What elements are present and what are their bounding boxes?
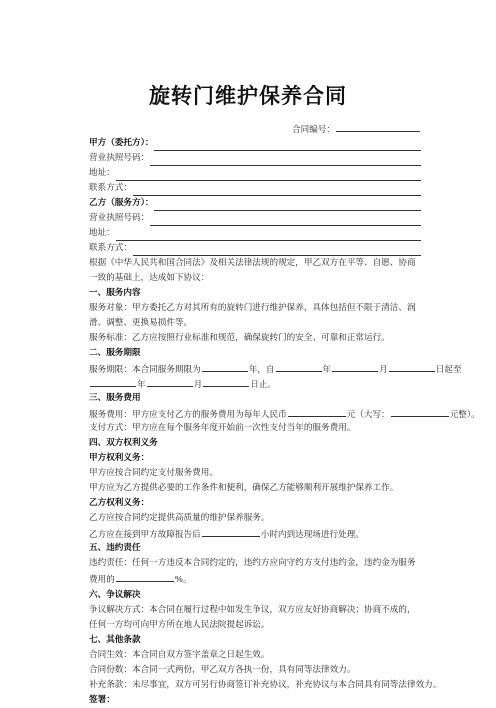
service-fee-row [89,406,480,421]
start-month-blank [332,361,378,372]
supplement-paragraph: 补充条款：未尽事宜，双方可另行协商签订补充协议，补充协议与本合同具有同等法律效力。 [89,680,442,690]
party-b-contact-blank [133,244,421,256]
start-day-blank [389,361,435,372]
party-b-address-blank [116,229,421,241]
dispute-paragraph: 争议解决方式：本合同在履行过程中如发生争议，双方应友好协商解决；协商不成的，任何一方均可向甲方所在地人民法院提起诉讼。 [89,605,416,630]
party-a-address-label: 地址： [89,168,115,178]
term-text-1: 服务期限：本合同服务期限为 [89,365,201,375]
section-3-heading: 三、服务费用 [89,393,141,403]
term-text-6: 年 [137,380,146,390]
section-6-heading: 六、争议解决 [89,590,141,600]
service-term-row-2 [89,376,421,391]
response-text-1: 乙方应在接到甲方故障报告后 [89,530,201,540]
party-a-contact-blank [133,184,421,196]
contract-number-label: 合同编号： [292,125,335,135]
contract-number-row [89,121,421,136]
term-text-3: 年 [322,365,332,375]
party-a-license-row [89,151,421,166]
preamble-paragraph: 根据《中华人民共和国合同法》及相关法律法规的规定，甲乙双方在平等、自愿、协商一致的基础上，达成如下协议： [89,258,416,283]
liability-text-2: %。 [174,575,192,585]
party-a-license-label: 营业执照号码： [89,153,150,163]
party-b-address-label: 地址： [89,228,115,238]
party-b-license-row [89,211,421,226]
term-text-5: 日起至 [435,365,462,375]
section-1-heading: 一、服务内容 [89,288,141,298]
party-a-license-blank [150,154,421,166]
party-b-heading: 乙方（服务方）： [89,198,154,208]
section-2-heading: 二、服务期限 [89,348,141,358]
party-b-right-2 [89,526,421,541]
section-4-heading: 四、双方权利义务 [89,438,158,448]
party-a-contact-row [89,181,421,196]
penalty-percent-blank [116,571,174,582]
term-years-blank [202,361,248,372]
term-text-4: 月 [379,365,388,375]
party-a-right-2: 甲方应为乙方提供必要的工作条件和便利，确保乙方能够顺利开展维护保养工作。 [89,483,399,493]
liability-paragraph [89,556,421,588]
party-b-blank [154,199,421,211]
party-a-right-1: 甲方应按合同约定支付服务费用。 [89,468,218,478]
term-text-2: 年，自 [248,365,275,375]
party-b-address-row [89,226,421,241]
copies-paragraph: 合同份数：本合同一式两份，甲乙双方各执一份，具有同等法律效力。 [89,665,356,675]
party-b-license-blank [150,214,421,226]
party-a-address-row [89,166,421,181]
end-month-blank [147,376,193,387]
payment-method-paragraph: 支付方式：甲方应在每个服务年度开始前一次性支付当年的服务费用。 [89,423,356,433]
start-year-blank [276,361,322,372]
party-b-rights-heading: 乙方权利义务： [89,498,150,508]
section-7-heading: 七、其他条款 [89,635,141,645]
contract-body [89,121,480,708]
party-b-contact-label: 联系方式： [89,243,132,253]
party-a-heading: 甲方（委托方）： [89,138,154,148]
service-term-row-1 [89,361,462,376]
party-a-contact-label: 联系方式： [89,183,132,193]
fee-text-2: 元（大写： [346,410,390,420]
fee-amount-blank [288,406,346,417]
party-b-license-label: 营业执照号码： [89,213,150,223]
signature-label: 签署： [89,695,115,705]
party-a-address-blank [116,169,421,181]
section-5-heading: 五、违约责任 [89,543,141,553]
response-text-2: 小时内到达现场进行处理。 [260,530,364,540]
contract-number-blank [336,121,420,132]
party-b-row [89,196,421,211]
party-a-rights-heading: 甲方权利义务： [89,453,150,463]
service-object-paragraph: 服务对象：甲方委托乙方对其所有的旋转门进行维护保养，具体包括但不限于清洁、润滑、调整、更换易损件等。 [89,303,416,328]
liability-text-1: 违约责任：任何一方违反本合同约定的，违约方应向守约方支付违约金，违约金为服务费用的 [89,558,416,585]
term-text-7: 月 [193,380,203,390]
party-a-row [89,136,421,151]
end-year-blank [90,376,136,387]
fee-text-1: 服务费用：甲方应支付乙方的服务费用为每年人民币 [89,410,287,420]
party-a-blank [154,139,421,151]
party-b-right-1: 乙方应按合同约定提供高质量的维护保养服务。 [89,513,270,523]
document-title: 旋转门维护保养合同 [149,83,347,108]
service-standard-paragraph: 服务标准：乙方应按照行业标准和规范，确保旋转门的安全、可靠和正常运行。 [89,333,390,343]
fee-uppercase-blank [391,406,449,417]
party-b-contact-row [89,241,421,256]
term-text-8: 日止。 [250,380,277,390]
end-day-blank [203,376,249,387]
fee-text-3: 元整）。 [449,410,480,420]
response-hours-blank [202,526,260,537]
effective-paragraph: 合同生效：本合同自双方签字盖章之日起生效。 [89,650,270,660]
